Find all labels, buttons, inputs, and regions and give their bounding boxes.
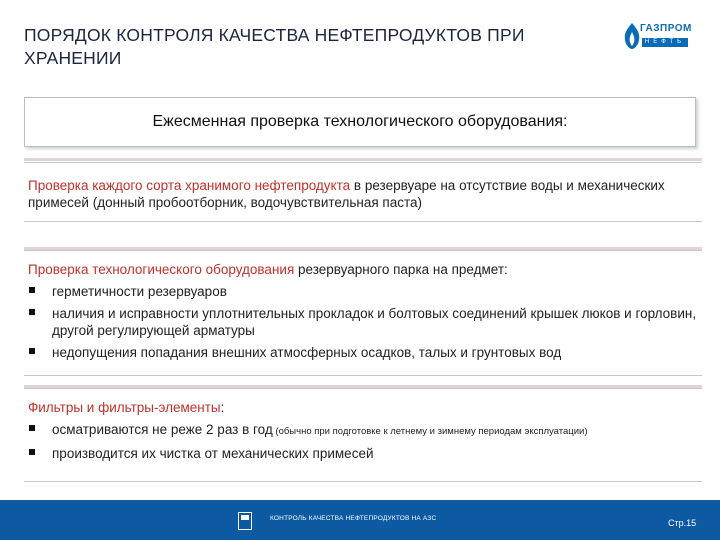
block1-accent xyxy=(24,158,702,161)
block3-rest: : xyxy=(220,400,225,415)
square-bullet-icon xyxy=(29,425,35,431)
list-item: герметичности резервуаров xyxy=(28,283,698,300)
list-item: производится их чистка от механических примесей xyxy=(28,445,698,462)
block-equipment-check xyxy=(24,250,702,376)
block2-text xyxy=(24,261,702,278)
fuel-pump-icon xyxy=(238,512,252,530)
page-number: Стр.15 xyxy=(668,518,697,528)
block3-list xyxy=(24,421,702,462)
list-item: наличия и исправности уплотнительных прокладок и болтовых соединений крышек люков и горловин, другой регулирующей арматуры xyxy=(28,305,698,339)
logo-subtitle: НЕФТЬ xyxy=(642,38,688,47)
list-item: осматриваются не реже 2 раз в год (обычно при подготовке к летнему и зимнему периодам эксплуатации) xyxy=(28,421,698,440)
list-item: недопущения попадания внешних атмосферных осадков, талых и грунтовых вод xyxy=(28,344,698,361)
square-bullet-icon xyxy=(29,287,35,293)
block3-text xyxy=(24,399,702,416)
block2-highlight: Проверка технологического оборудования xyxy=(28,262,295,277)
block-filters xyxy=(24,388,702,482)
flame-icon xyxy=(622,22,642,50)
block2-rest: резервуарного парка на предмет: xyxy=(294,262,508,277)
footer-text: КОНТРОЛЬ КАЧЕСТВА НЕФТЕПРОДУКТОВ НА АЗС xyxy=(270,515,437,522)
square-bullet-icon xyxy=(29,309,35,315)
footer-bar xyxy=(0,500,720,540)
block1-text xyxy=(24,177,702,211)
gazprom-neft-logo xyxy=(622,22,702,52)
section-heading: Ежесменная проверка технологического оборудования: xyxy=(24,97,696,147)
square-bullet-icon xyxy=(29,348,35,354)
logo-wordmark: ГАЗПРОМ xyxy=(640,23,692,34)
page-title: ПОРЯДОК КОНТРОЛЯ КАЧЕСТВА НЕФТЕПРОДУКТОВ ПРИ ХРАНЕНИИ xyxy=(24,25,525,68)
block1-rest: в резервуаре на отсутствие воды и механических примесей (донный пробоотборник, водочувствительная паста) xyxy=(28,178,665,210)
square-bullet-icon xyxy=(29,449,35,455)
block1-highlight: Проверка каждого сорта хранимого нефтепродукта xyxy=(28,178,351,193)
block-product-check xyxy=(24,162,702,222)
block3-highlight: Фильтры и фильтры-элементы xyxy=(28,400,221,415)
block2-list xyxy=(24,283,702,361)
